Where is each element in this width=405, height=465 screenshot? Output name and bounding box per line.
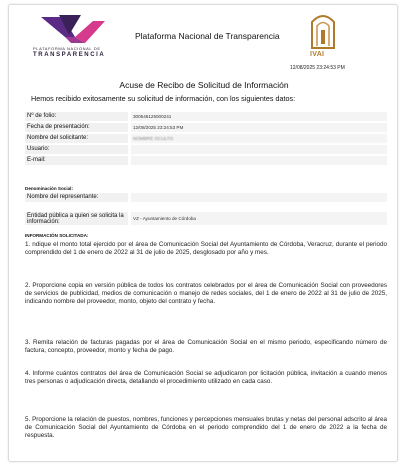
field-entity — [25, 212, 387, 225]
field-user — [25, 145, 387, 154]
pnt-logo — [33, 15, 113, 65]
document-subtitle: Hemos recibido exitosamente su solicitud de información, con los siguientes datos: — [31, 94, 296, 103]
ivai-building-icon — [308, 12, 338, 50]
social-heading: Denominación Social: — [25, 186, 73, 191]
field-value — [131, 156, 387, 165]
field-label: Nº de folio: — [25, 112, 128, 121]
field-value: 300546125000241 — [131, 112, 387, 121]
field-value — [131, 145, 387, 154]
request-item-4: 4. Informe cuántos contratos del área de Comunicación Social se adjudicaron por licitación pública, invitación a cuando menos tres personas o adjudicación directa, detallando el procedimiento utilizado en cada caso. — [25, 370, 387, 386]
field-value-redacted: NOMBRE OCULTO — [131, 134, 387, 143]
field-label: Entidad pública a quien se solicita la información: — [25, 212, 128, 225]
pnt-logo-text: TRANSPARENCIA — [33, 52, 106, 58]
field-email — [25, 156, 387, 165]
field-label: Nombre del representante: — [25, 193, 128, 202]
field-date — [25, 123, 387, 132]
request-item-3: 3. Remita relación de facturas pagadas por el área de Comunicación Social en el mismo periodo, especificando número de factura, concepto, proveedor, monto y fecha de pago. — [25, 339, 387, 355]
field-label: Usuario: — [25, 145, 128, 154]
field-label: Nombre del solicitante: — [25, 134, 128, 143]
request-item-5: 5. Proporcione la relación de puestos, nombres, funciones y percepciones mensuales brutas y netas del personal adscrito al área de Comunicación Social del Ayuntamiento de Córdoba en el periodo comprendido del 1 de enero de 2022 a la fecha de respuesta. — [25, 416, 387, 440]
ivai-logo — [308, 12, 338, 58]
field-value: 12/08/2025 23:24:53 PM — [131, 123, 387, 132]
acuse-document — [8, 4, 398, 462]
ivai-logo-text: IVAI — [310, 51, 325, 58]
field-label: Fecha de presentación: — [25, 123, 128, 132]
platform-title: Plataforma Nacional de Transparencia — [135, 31, 280, 41]
field-value: VZ - Ayuntamiento de Córdoba — [131, 212, 387, 225]
document-title: Acuse de Recibo de Solicitud de Información — [119, 80, 289, 90]
timestamp: 12/08/2025 23:24:53 PM — [290, 65, 345, 71]
request-item-1: 1. ndique el monto total ejercido por el área de Comunicación Social del Ayuntamiento de Córdoba, Veracruz, durante el periodo comprendido del 1 de enero de 2022 al 31 de julio de 2025, desglosado por año y mes. — [25, 241, 387, 257]
field-applicant — [25, 134, 387, 143]
request-heading: INFORMACIÓN SOLICITADA: — [25, 233, 89, 238]
field-value — [131, 193, 387, 202]
field-label: E-mail: — [25, 156, 128, 165]
pnt-logo-subtext: PLATAFORMA NACIONAL DE — [33, 46, 101, 51]
field-folio — [25, 112, 387, 121]
pnt-logo-mark-icon — [41, 15, 105, 45]
request-item-2: 2. Proporcione copia en versión pública de todos los contratos celebrados por el área de Comunicación Social con proveedores de servicios de publicidad, medios de comunicación o manejo de redes sociales, del 1 de enero de 2022 al 31 de julio de 2025, indicando nombre del proveedor, monto, objeto del contrato y fecha. — [25, 282, 387, 306]
field-representative — [25, 193, 387, 202]
